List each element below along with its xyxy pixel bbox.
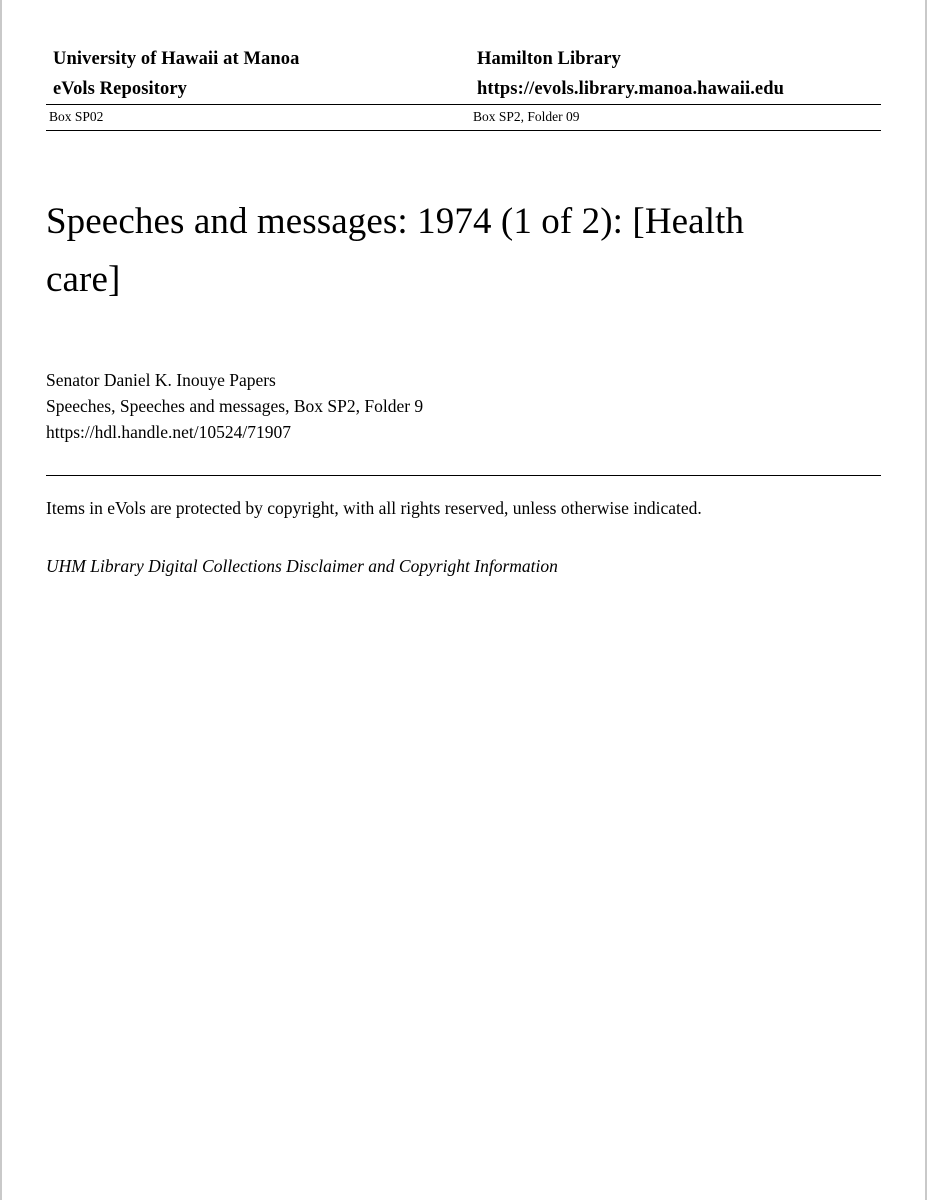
box-left-label: Box SP02: [49, 109, 104, 124]
header-row-institution: [46, 44, 881, 74]
metadata-series: Speeches, Speeches and messages, Box SP2, Folder 9: [46, 396, 424, 416]
metadata-collection: Senator Daniel K. Inouye Papers: [46, 370, 276, 390]
disclaimer-link[interactable]: UHM Library Digital Collections Disclaimer and Copyright Information: [46, 556, 558, 576]
institution-name: University of Hawaii at Manoa: [53, 49, 300, 69]
header-row-box: [46, 105, 881, 130]
header-block: [46, 44, 881, 131]
library-name: Hamilton Library: [477, 49, 621, 69]
page-border-left: [0, 0, 2, 1200]
header-divider-bottom: [46, 130, 881, 131]
page-title: Speeches and messages: 1974 (1 of 2): [Health care]: [46, 201, 745, 300]
page-content: [46, 44, 881, 579]
metadata-block: [46, 367, 881, 445]
rights-divider: [46, 475, 881, 476]
repository-name: eVols Repository: [53, 79, 188, 99]
repository-url[interactable]: https://evols.library.manoa.hawaii.edu: [477, 79, 785, 99]
rights-statement: Items in eVols are protected by copyright, with all rights reserved, unless otherwise indicated.: [46, 498, 702, 518]
header-row-repository: [46, 74, 881, 104]
metadata-handle[interactable]: https://hdl.handle.net/10524/71907: [46, 422, 291, 442]
box-right-label: Box SP2, Folder 09: [473, 109, 580, 124]
